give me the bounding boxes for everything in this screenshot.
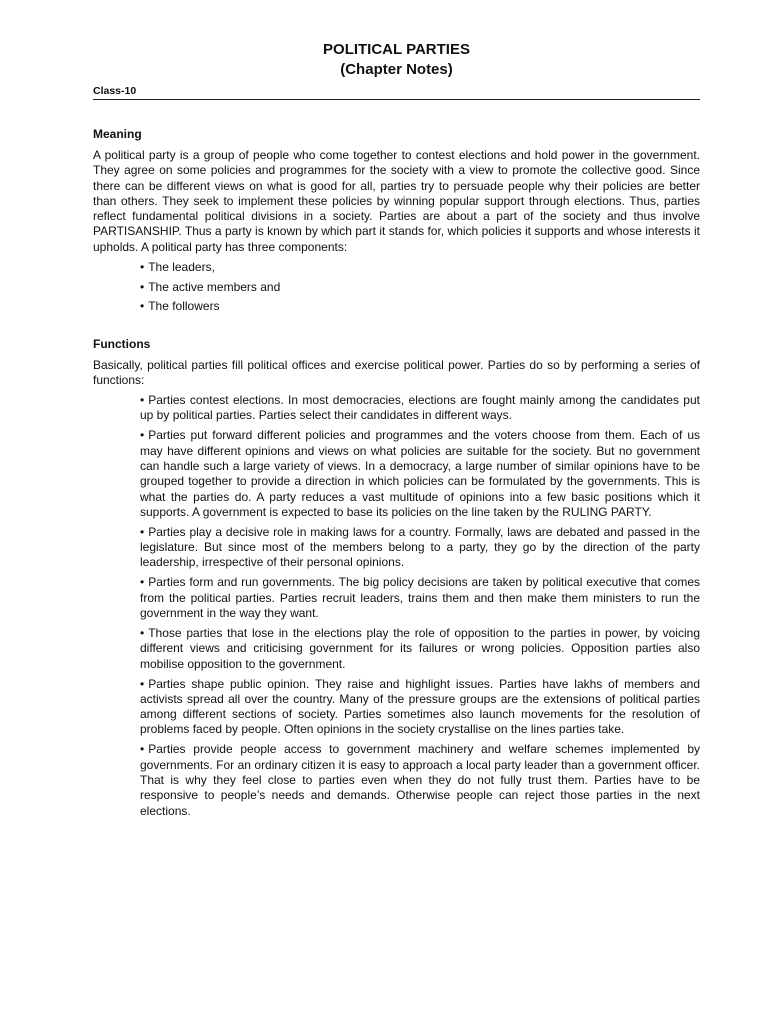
list-item-text: Those parties that lose in the elections play the role of opposition to the parties in power, by voicing different views and criticising government for its failures or wrong policies. Opposition parties also mobilise opposition to the government. xyxy=(140,625,700,671)
list-item-text: Parties play a decisive role in making laws for a country. Formally, laws are debated and passed in the legislature. But since most of the members belong to a party, they go by the direction of the party leadership, irrespective of their personal opinions. xyxy=(140,524,700,570)
bullet-icon: • xyxy=(140,279,145,294)
document-page xyxy=(93,40,700,819)
bullet-icon: • xyxy=(140,428,145,443)
meaning-heading: Meaning xyxy=(93,127,142,141)
list-item xyxy=(140,525,700,571)
bullet-icon: • xyxy=(140,625,145,640)
meaning-section xyxy=(93,127,700,315)
bullet-icon: • xyxy=(140,524,145,539)
meaning-paragraph: A political party is a group of people who come together to contest elections and hold power in the government. They agree on some policies and programmes for the society with a view to promote the collective good. Since there can be different views on what is good for all, parties try to persuade people why their policies are better than others. They seek to implement these policies by winning popular support through elections. Thus, parties reflect fundamental political divisions in a society. Parties are about a part of the society and thus involve PARTISANSHIP. Thus a party is known by which part it stands for, which policies it supports and whose interests it upholds. A political party has three components: xyxy=(93,148,700,254)
list-item xyxy=(140,626,700,672)
functions-section xyxy=(93,337,700,819)
components-list xyxy=(140,260,700,315)
bullet-icon: • xyxy=(140,259,145,274)
list-item xyxy=(140,280,700,295)
functions-intro: Basically, political parties fill political offices and exercise political power. Parties do so by performing a series of functions: xyxy=(93,357,700,388)
functions-heading: Functions xyxy=(93,336,151,351)
list-item-text: Parties shape public opinion. They raise and highlight issues. Parties have lakhs of members and activists spread all over the country. Many of the pressure groups are the extensions of political parties among different sections of society. Parties sometimes also launch movements for the resolution of problems faced by people. Often opinions in the society crystallise on the lines parties take. xyxy=(140,676,700,737)
functions-list xyxy=(140,393,700,819)
list-item xyxy=(140,260,700,275)
list-item-text: Parties contest elections. In most democracies, elections are fought mainly among the candidates put up by political parties. Parties select their candidates in different ways. xyxy=(140,393,700,423)
bullet-icon: • xyxy=(140,676,145,691)
bullet-icon: • xyxy=(140,299,145,314)
list-item xyxy=(140,428,700,520)
document-subtitle: (Chapter Notes) xyxy=(340,61,453,78)
list-item xyxy=(140,299,700,314)
bullet-icon: • xyxy=(140,575,145,590)
list-item xyxy=(140,742,700,818)
list-item-text: The followers xyxy=(148,299,220,314)
list-item xyxy=(140,393,700,424)
bullet-icon: • xyxy=(140,393,145,408)
list-item xyxy=(140,677,700,738)
list-item-text: Parties put forward different policies and programmes and the voters choose from them. Each of us may have different opinions and views on what policies are suitable for the society. But no government can handle such a large variety of views. In a democracy, a large number of similar opinions have to be grouped together to provide a direction in which policies can be formulated by the governments. This is what the parties do. A party reduces a vast multitude of opinions into a few basic positions which it supports. A government is expected to base its policies on the line taken by the RULING PARTY. xyxy=(140,428,700,519)
class-label: Class-10 xyxy=(93,85,700,100)
list-item-text: The active members and xyxy=(148,279,281,294)
list-item-text: The leaders, xyxy=(148,259,215,274)
bullet-icon: • xyxy=(140,742,145,757)
list-item xyxy=(140,575,700,621)
list-item-text: Parties provide people access to government machinery and welfare schemes implemented by governments. For an ordinary citizen it is easy to approach a local party leader than a government officer. That is why they feel close to parties even when they do not fully trust them. Parties have to be responsive to people’s needs and demands. Otherwise people can reject those parties in the next elections. xyxy=(140,742,700,818)
list-item-text: Parties form and run governments. The big policy decisions are taken by political executive that comes from the political parties. Parties recruit leaders, trains them and then make them ministers to run the government in the way they want. xyxy=(140,575,700,620)
document-title: POLITICAL PARTIES xyxy=(323,41,470,58)
